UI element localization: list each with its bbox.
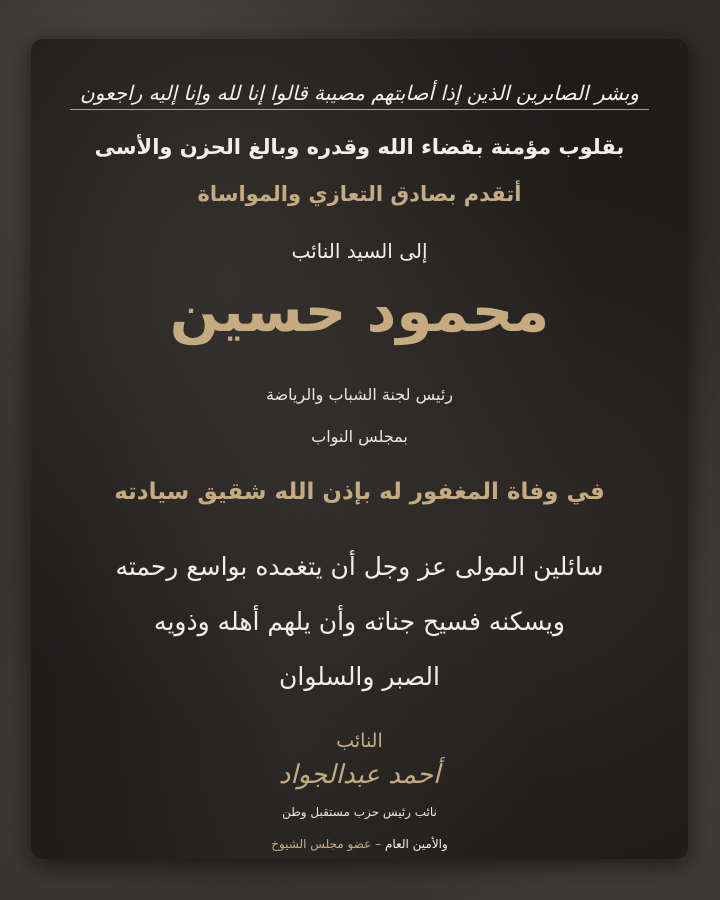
- intro-line-1: بقلوب مؤمنة بقضاء الله وقدره وبالغ الحزن والأسى: [94, 135, 625, 159]
- condolence-occasion: في وفاة المغفور له بإذن الله شقيق سيادته: [114, 479, 605, 505]
- signatory-role-2: [31, 837, 688, 851]
- recipient-body: بمجلس النواب: [311, 427, 408, 446]
- signatory-role-1: نائب رئيس حزب مستقبل وطن: [282, 805, 437, 819]
- signatory-title: النائب: [336, 730, 383, 752]
- signatory-name: أحمد عبدالجواد: [278, 760, 441, 790]
- recipient-position: رئيس لجنة الشباب والرياضة: [266, 385, 453, 404]
- prayer-line-1: سائلين المولى عز وجل أن يتغمده بواسع رحمته: [115, 552, 604, 581]
- signatory-role-separator: –: [371, 837, 385, 851]
- recipient-name: محمود حسين: [169, 277, 550, 345]
- quran-verse-calligraphy: [31, 81, 688, 110]
- condolence-card: [31, 39, 688, 859]
- verse-text: وبشر الصابرين الذين إذا أصابتهم مصيبة قالوا إنا لله وإنا إليه راجعون: [70, 81, 649, 110]
- signatory-role-senate: عضو مجلس الشيوخ: [271, 837, 372, 851]
- intro-line-2: أتقدم بصادق التعازي والمواساة: [197, 182, 522, 206]
- recipient-salutation: إلى السيد النائب: [291, 239, 428, 263]
- prayer-line-3: الصبر والسلوان: [279, 662, 440, 691]
- prayer-line-2: ويسكنه فسيح جناته وأن يلهم أهله وذويه: [154, 607, 565, 636]
- signatory-role-secretary: والأمين العام: [384, 837, 448, 851]
